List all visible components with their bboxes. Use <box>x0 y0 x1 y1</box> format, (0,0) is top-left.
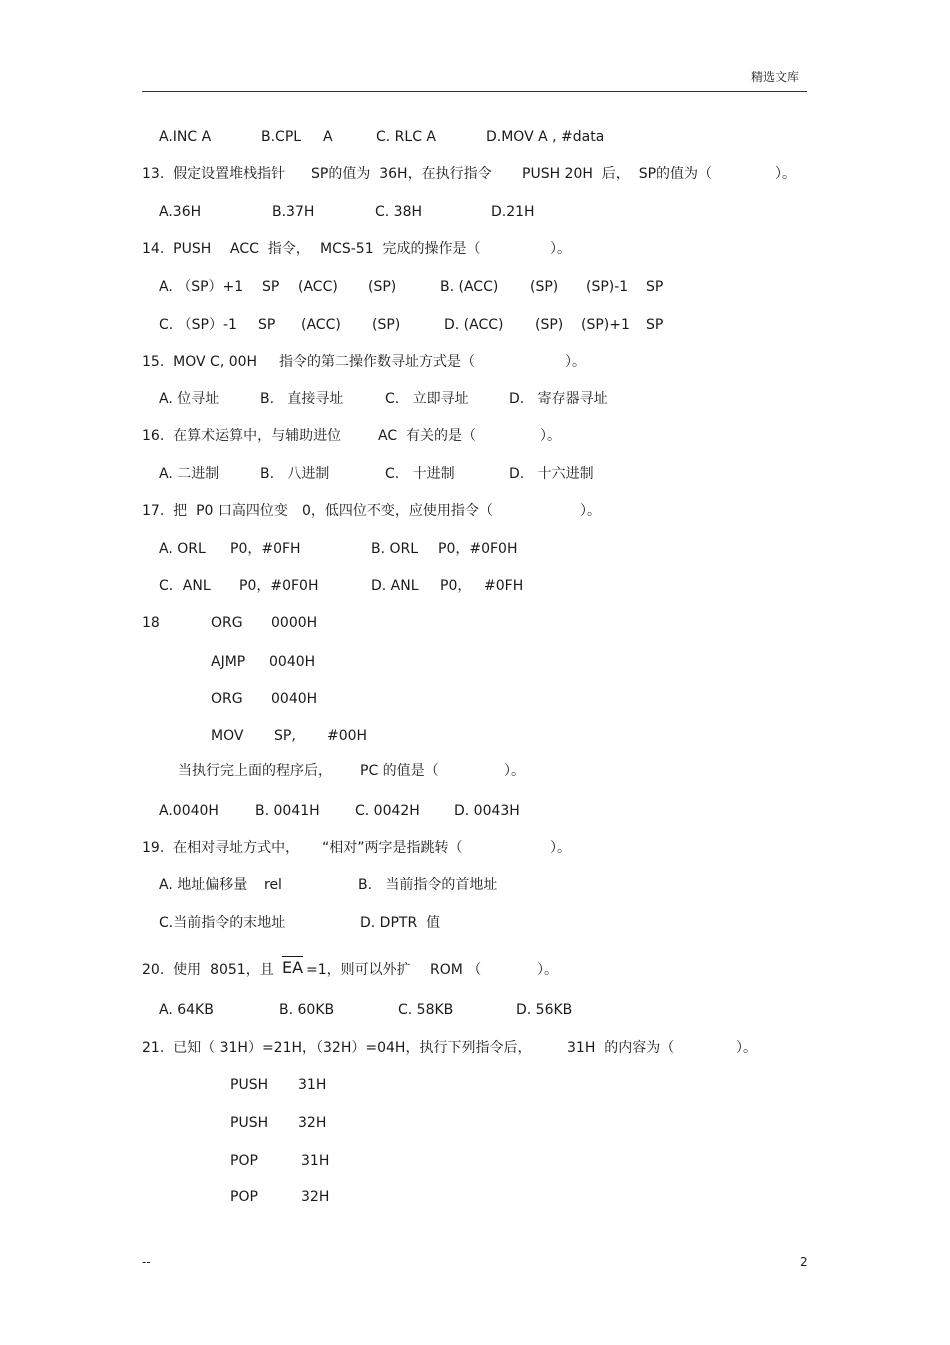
q14-option-d-1: D. (ACC) <box>444 317 504 333</box>
q14-text-c: MCS-51 完成的操作是（ <box>320 241 481 257</box>
q16-text-c: ）。 <box>540 428 561 444</box>
q14-option-c-4: (SP) <box>372 317 401 333</box>
q21-text-c: ）。 <box>736 1040 757 1056</box>
code-line-1-op: ORG <box>211 615 243 631</box>
q15-text-b: 指令的第二操作数寻址方式是（ <box>279 354 475 370</box>
q19-option-a: A. 地址偏移量 <box>159 877 248 893</box>
q20-text: 20. 使用 8051，且 <box>142 962 274 978</box>
q14-option-a-1: A. （SP）+1 <box>159 279 244 295</box>
q15-option-d: D. 寄存器寻址 <box>509 391 608 407</box>
q19-text-b: “相对”两字是指跳转（ <box>322 840 463 856</box>
code-line-2-op: AJMP <box>211 654 246 670</box>
q12-option-c: C. RLC A <box>376 129 437 145</box>
q17-option-c-1: C．ANL <box>159 578 211 594</box>
q12-option-b: B.CPL <box>261 129 302 145</box>
q17-option-d-2: P0， <box>440 578 472 594</box>
q20-option-a: A. 64KB <box>159 1002 214 1018</box>
ea-signal: EA <box>282 958 304 977</box>
q16-option-b: B. 八进制 <box>260 466 330 482</box>
q14-option-a-2: SP <box>262 279 280 295</box>
ea-overline-text <box>282 960 303 976</box>
q15-option-b: B. 直接寻址 <box>260 391 344 407</box>
q13-option-a: A.36H <box>159 204 202 220</box>
q14-option-a-3: (ACC) <box>298 279 338 295</box>
q16-option-d: D. 十六进制 <box>509 466 594 482</box>
stack-line-1-arg: 31H <box>298 1077 327 1093</box>
q18-number: 18 <box>142 615 160 631</box>
page-number: 2 <box>800 1255 808 1269</box>
code-line-4-op: MOV <box>211 728 244 744</box>
q17-option-a-1: A. ORL <box>159 541 206 557</box>
q12-option-b-operand: A <box>323 129 333 145</box>
q21-text: 21. 已知（ 31H）=21H，（32H）=04H，执行下列指令后， <box>142 1040 532 1056</box>
code-line-2-arg: 0040H <box>269 654 316 670</box>
q13-text-c: PUSH 20H 后， SP的值为（ <box>522 166 713 182</box>
q14-option-b-2: (SP) <box>530 279 559 295</box>
stack-line-3-arg: 31H <box>301 1153 330 1169</box>
stack-line-4-arg: 32H <box>301 1189 330 1205</box>
q20-option-d: D. 56KB <box>516 1002 573 1018</box>
q17-option-d-1: D. ANL <box>371 578 419 594</box>
header-title: 精选文库 <box>751 70 800 84</box>
footer-marker: -- <box>142 1255 151 1269</box>
q16-text: 16. 在算术运算中，与辅助进位 <box>142 428 342 444</box>
q14-option-b-3: (SP)-1 <box>586 279 629 295</box>
q18-text: 当执行完上面的程序后， <box>178 763 332 779</box>
q15-text: 15. MOV C, 00H <box>142 354 258 370</box>
q17-text: 17. 把 P0 口高四位变 <box>142 503 288 519</box>
q17-text-c: ）。 <box>580 503 601 519</box>
q17-option-b-2: P0，#0F0H <box>438 541 518 557</box>
q16-option-a: A. 二进制 <box>159 466 220 482</box>
q19-option-c: C.当前指令的末地址 <box>159 915 286 931</box>
q12-option-d: D.MOV A , #data <box>486 129 605 145</box>
q14-option-c-1: C. （SP）-1 <box>159 317 237 333</box>
code-line-4-arg2: #00H <box>327 728 368 744</box>
q14-option-d-2: (SP) <box>535 317 564 333</box>
q14-option-c-2: SP <box>258 317 276 333</box>
q14-text-b: ACC 指令， <box>230 241 310 257</box>
q18-text-c: ）。 <box>504 763 525 779</box>
stack-line-4-op: POP <box>230 1189 258 1205</box>
code-line-3-op: ORG <box>211 691 243 707</box>
q15-option-a: A. 位寻址 <box>159 391 220 407</box>
q14-option-a-4: (SP) <box>368 279 397 295</box>
q19-text-c: ）。 <box>550 840 571 856</box>
q18-option-d: D. 0043H <box>454 803 520 819</box>
q14-option-d-4: SP <box>646 317 664 333</box>
q16-text-b: AC 有关的是（ <box>378 428 477 444</box>
code-line-3-arg: 0040H <box>271 691 318 707</box>
q18-text-b: PC 的值是（ <box>360 763 439 779</box>
stack-line-2-op: PUSH <box>230 1115 269 1131</box>
q13-option-c: C. 38H <box>375 204 423 220</box>
q13-option-b: B.37H <box>272 204 315 220</box>
q14-text: 14. PUSH <box>142 241 212 257</box>
q19-option-b: B. 当前指令的首地址 <box>358 877 498 893</box>
q19-text: 19. 在相对寻址方式中， <box>142 840 300 856</box>
q20-text-d: ）。 <box>537 962 558 978</box>
q17-option-d-3: #0FH <box>484 578 524 594</box>
q20-text-c: ROM （ <box>430 962 482 978</box>
q14-text-d: ）。 <box>550 241 571 257</box>
q15-text-c: ）。 <box>565 354 586 370</box>
q14-option-b-1: B. (ACC) <box>440 279 499 295</box>
q18-option-c: C. 0042H <box>355 803 420 819</box>
q14-option-b-4: SP <box>646 279 664 295</box>
code-line-1-arg: 0000H <box>271 615 318 631</box>
stack-line-1-op: PUSH <box>230 1077 269 1093</box>
q19-option-d: D. DPTR 值 <box>360 915 441 931</box>
q13-option-d: D.21H <box>491 204 535 220</box>
q21-text-b: 31H 的内容为（ <box>567 1040 675 1056</box>
q20-option-b: B. 60KB <box>279 1002 335 1018</box>
q17-option-c-2: P0，#0F0H <box>239 578 319 594</box>
q19-option-a-2: rel <box>264 877 282 893</box>
q14-option-d-3: (SP)+1 <box>581 317 630 333</box>
stack-line-3-op: POP <box>230 1153 258 1169</box>
q18-option-a: A.0040H <box>159 803 219 819</box>
q16-option-c: C. 十进制 <box>385 466 455 482</box>
q12-option-a: A.INC A <box>159 129 212 145</box>
q15-option-c: C. 立即寻址 <box>385 391 469 407</box>
q20-text-b: =1，则可以外扩 <box>306 962 411 978</box>
q13-text: 13. 假定设置堆栈指针 <box>142 166 286 182</box>
q17-option-a-2: P0，#0FH <box>230 541 301 557</box>
q18-option-b: B. 0041H <box>255 803 320 819</box>
header-rule <box>142 91 807 92</box>
q20-option-c: C. 58KB <box>398 1002 454 1018</box>
code-line-4-arg1: SP, <box>274 728 296 744</box>
q13-text-d: ）。 <box>775 166 796 182</box>
q13-text-b: SP的值为 36H，在执行指令 <box>311 166 492 182</box>
stack-line-2-arg: 32H <box>298 1115 327 1131</box>
q14-option-c-3: (ACC) <box>301 317 341 333</box>
q17-option-b-1: B. ORL <box>371 541 419 557</box>
q17-text-b: 0，低四位不变，应使用指令（ <box>302 503 493 519</box>
